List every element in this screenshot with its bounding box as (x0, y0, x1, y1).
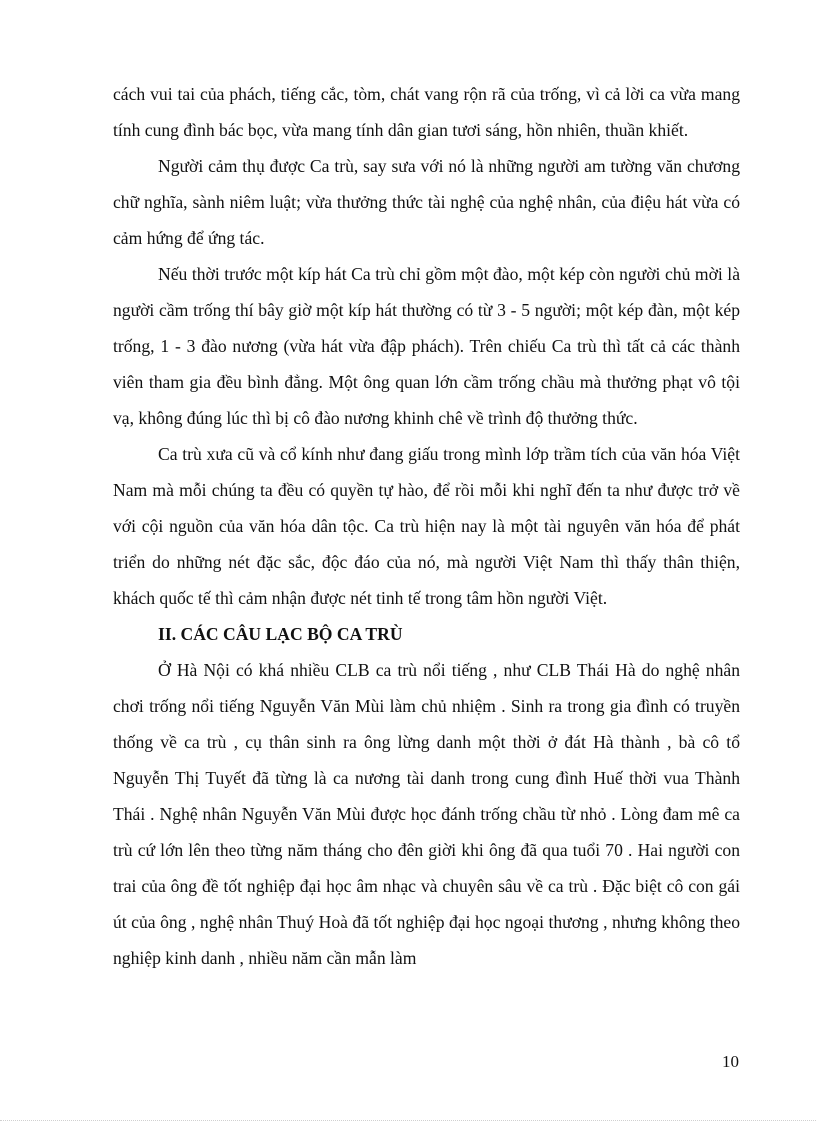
paragraph-audience: Người cảm thụ được Ca trù, say sưa với nó là những người am tường văn chương chữ nghĩa, sành niêm luật; vừa thưởng thức tài nghệ của nghệ nhân, của điệu hát vừa có cảm hứng để ứng tác. (113, 156, 740, 248)
paragraph-ensemble: Nếu thời trước một kíp hát Ca trù chỉ gồm một đào, một kép còn người chủ mời là người cầm trống thí bây giờ một kíp hát thường có từ 3 - 5 người; một kép đàn, một kép trống, 1 - 3 đào nương (vừa hát vừa đập phách). Trên chiếu Ca trù thì tất cả các thành viên tham gia đều bình đẳng. Một ông quan lớn cầm trống chầu mà thưởng phạt vô tội vạ, không đúng lúc thì bị cô đào nương khinh chê về trình độ thưởng thức. (113, 264, 740, 428)
paragraph-continuation: cách vui tai của phách, tiếng cắc, tòm, chát vang rộn rã của trống, vì cả lời ca vừa mang tính cung đình bác bọc, vừa mang tính dân gian tươi sáng, hồn nhiên, thuần khiết. (113, 84, 740, 140)
paragraph-clubs: Ở Hà Nội có khá nhiều CLB ca trù nổi tiếng , như CLB Thái Hà do nghệ nhân chơi trống nổi tiếng Nguyễn Văn Mùi làm chủ nhiệm . Sinh ra trong gia đình có truyền thống về ca trù , cụ thân sinh ra ông lừng danh một thời ở đát Hà thành , bà cô tổ Nguyễn Thị Tuyết đã từng là ca nương tài danh trong cung đình Huế thời vua Thành Thái . Nghệ nhân Nguyễn Văn Mùi được học đánh trống chầu từ nhỏ . Lòng đam mê ca trù cứ lớn lên theo từng năm tháng cho đên giời khi ông đã qua tuổi 70 . Hai người con trai của ông đề tốt nghiệp đại học âm nhạc và chuyên sâu về ca trù . Đặc biệt cô con gái út của ông , nghệ nhân Thuý Hoà đã tốt nghiệp đại học ngoại thương , nhưng không theo nghiệp kinh danh , nhiều năm cần mẫn làm (113, 660, 740, 968)
page-number: 10 (722, 1052, 739, 1071)
page-bottom-divider (0, 1120, 816, 1121)
section-heading: II. CÁC CÂU LẠC BỘ CA TRÙ (158, 624, 403, 644)
document-body (113, 76, 740, 976)
paragraph-heritage: Ca trù xưa cũ và cổ kính như đang giấu trong mình lớp trầm tích của văn hóa Việt Nam mà mỗi chúng ta đều có quyền tự hào, để rồi mỗi khi nghĩ đến ta như được trở về với cội nguồn của văn hóa dân tộc. Ca trù hiện nay là một tài nguyên văn hóa để phát triển do những nét đặc sắc, độc đáo của nó, mà người Việt Nam thì thấy thân thiện, khách quốc tế thì cảm nhận được nét tinh tế trong tâm hồn người Việt. (113, 444, 740, 608)
